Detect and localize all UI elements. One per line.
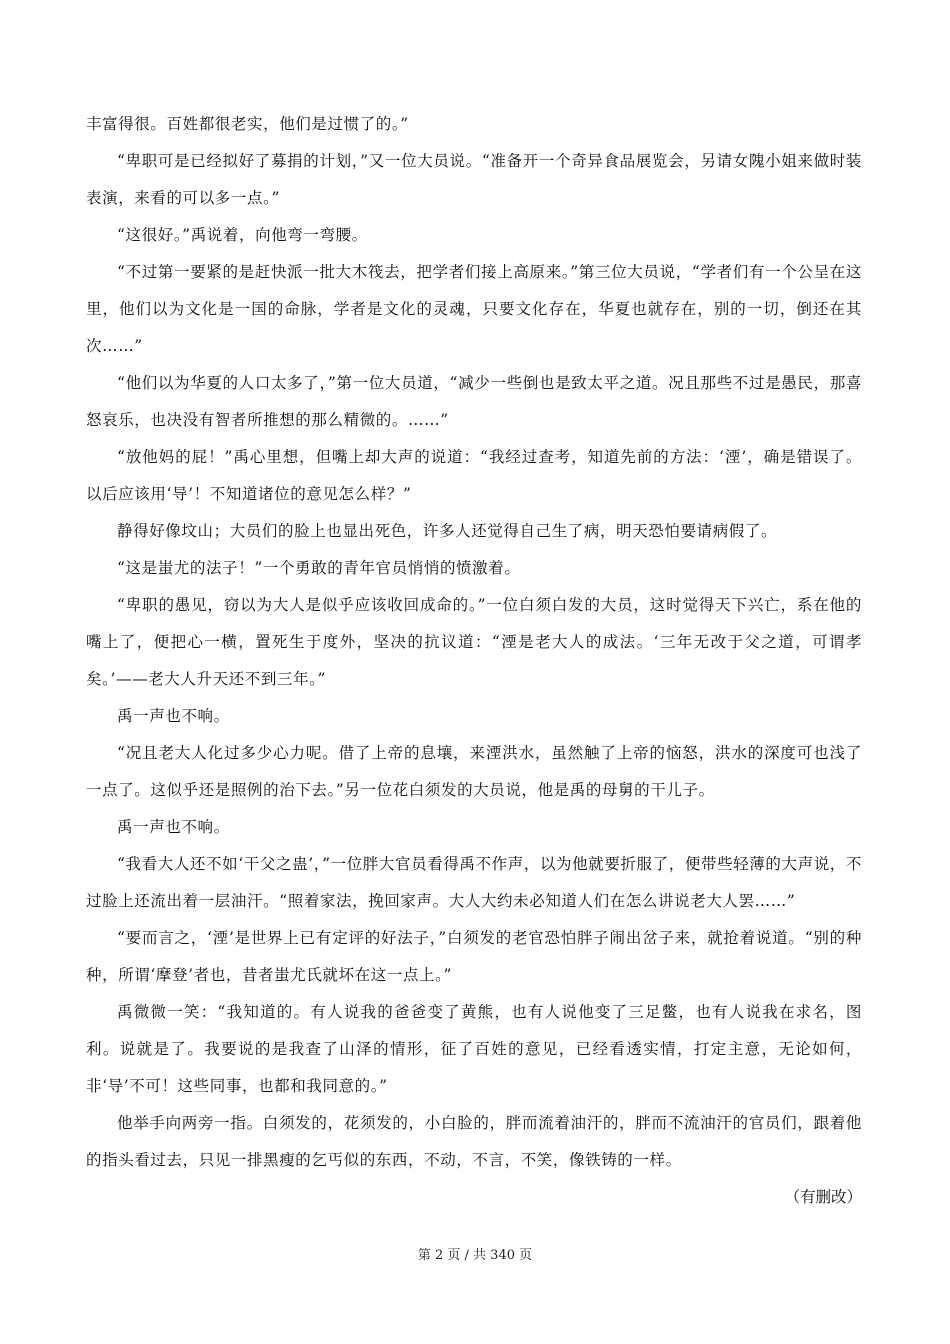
paragraph-12: 禹一声也不响。 bbox=[117, 818, 230, 836]
edit-note: （有删改） bbox=[784, 1188, 862, 1206]
paragraph-16: 他举手向两旁一指。白须发的，花须发的，小白脸的，胖而流着油汗的，胖而不流油汗的官员们，跟着他的指头看过去，只见一排黑瘦的乞丐似的东西，不动，不言，不笑，像铁铸的一样。 bbox=[86, 1114, 862, 1169]
paragraph-7: 静得好像坟山；大员们的脸上也显出死色，许多人还觉得自己生了病，明天恐怕要请病假了。 bbox=[117, 522, 778, 540]
paragraph-8: “这是蚩尤的法子！”一个勇敢的青年官员悄悄的愤激着。 bbox=[117, 559, 521, 577]
paragraph-5: “他们以为华夏的人口太多了，”第一位大员道，“减少一些倒也是致太平之道。况且那些不过是愚民，那喜怒哀乐，也决没有智者所推想的那么精微的。……” bbox=[86, 374, 862, 429]
paragraph-4: “不过第一要紧的是赶快派一批大木筏去，把学者们接上高原来。”第三位大员说，“学者们有一个公呈在这里，他们以为文化是一国的命脉，学者是文化的灵魂，只要文化存在，华夏也就存在，别的一切，倒还在其次……” bbox=[86, 263, 862, 355]
paragraph-13: “我看大人还不如‘干父之蛊’，”一位胖大官员看得禹不作声，以为他就要折服了，便带些轻薄的大声说，不过脸上还流出着一层油汗。“照着家法，挽回家声。大人大约未必知道人们在怎么讲说老大人罢……” bbox=[86, 855, 862, 910]
document-body bbox=[86, 106, 862, 1216]
paragraph-9: “卑职的愚见，窃以为大人是似乎应该收回成命的。”一位白须白发的大员，这时觉得天下兴亡，系在他的嘴上了，便把心一横，置死生于度外，坚决的抗议道：“湮是老大人的成法。‘三年无改于父之道，可谓孝矣。’——老大人升天还不到三年。” bbox=[86, 596, 862, 688]
paragraph-6: “放他妈的屁！”禹心里想，但嘴上却大声的说道：“我经过查考，知道先前的方法：‘湮’，确是错误了。以后应该用‘导’！不知道诸位的意见怎么样？” bbox=[86, 448, 862, 503]
paragraph-2: “卑职可是已经拟好了募捐的计划，”又一位大员说。“准备开一个奇异食品展览会，另请女隗小姐来做时装表演，来看的可以多一点。” bbox=[86, 152, 862, 207]
page-footer: 第 2 页 / 共 340 页 bbox=[417, 1248, 533, 1263]
paragraph-1: 丰富得很。百姓都很老实，他们是过惯了的。” bbox=[86, 115, 409, 133]
paragraph-14: “要而言之，‘湮’是世界上已有定评的好法子，”白须发的老官恐怕胖子闹出岔子来，就抢着说道。“别的种种，所谓‘摩登’者也，昔者蚩尤氏就坏在这一点上。” bbox=[86, 929, 862, 984]
paragraph-3: “这很好。”禹说着，向他弯一弯腰。 bbox=[117, 226, 368, 244]
paragraph-11: “况且老大人化过多少心力呢。借了上帝的息壤，来湮洪水，虽然触了上帝的恼怒，洪水的深度可也浅了一点了。这似乎还是照例的治下去。”另一位花白须发的大员说，他是禹的母舅的干儿子。 bbox=[86, 744, 862, 799]
paragraph-15: 禹微微一笑：“我知道的。有人说我的爸爸变了黄熊，也有人说他变了三足鳖，也有人说我在求名，图利。说就是了。我要说的是我查了山泽的情形，征了百姓的意见，已经看透实情，打定主意，无论如何，非‘导’不可！这些同事，也都和我同意的。” bbox=[86, 1003, 862, 1095]
paragraph-10: 禹一声也不响。 bbox=[117, 707, 230, 725]
